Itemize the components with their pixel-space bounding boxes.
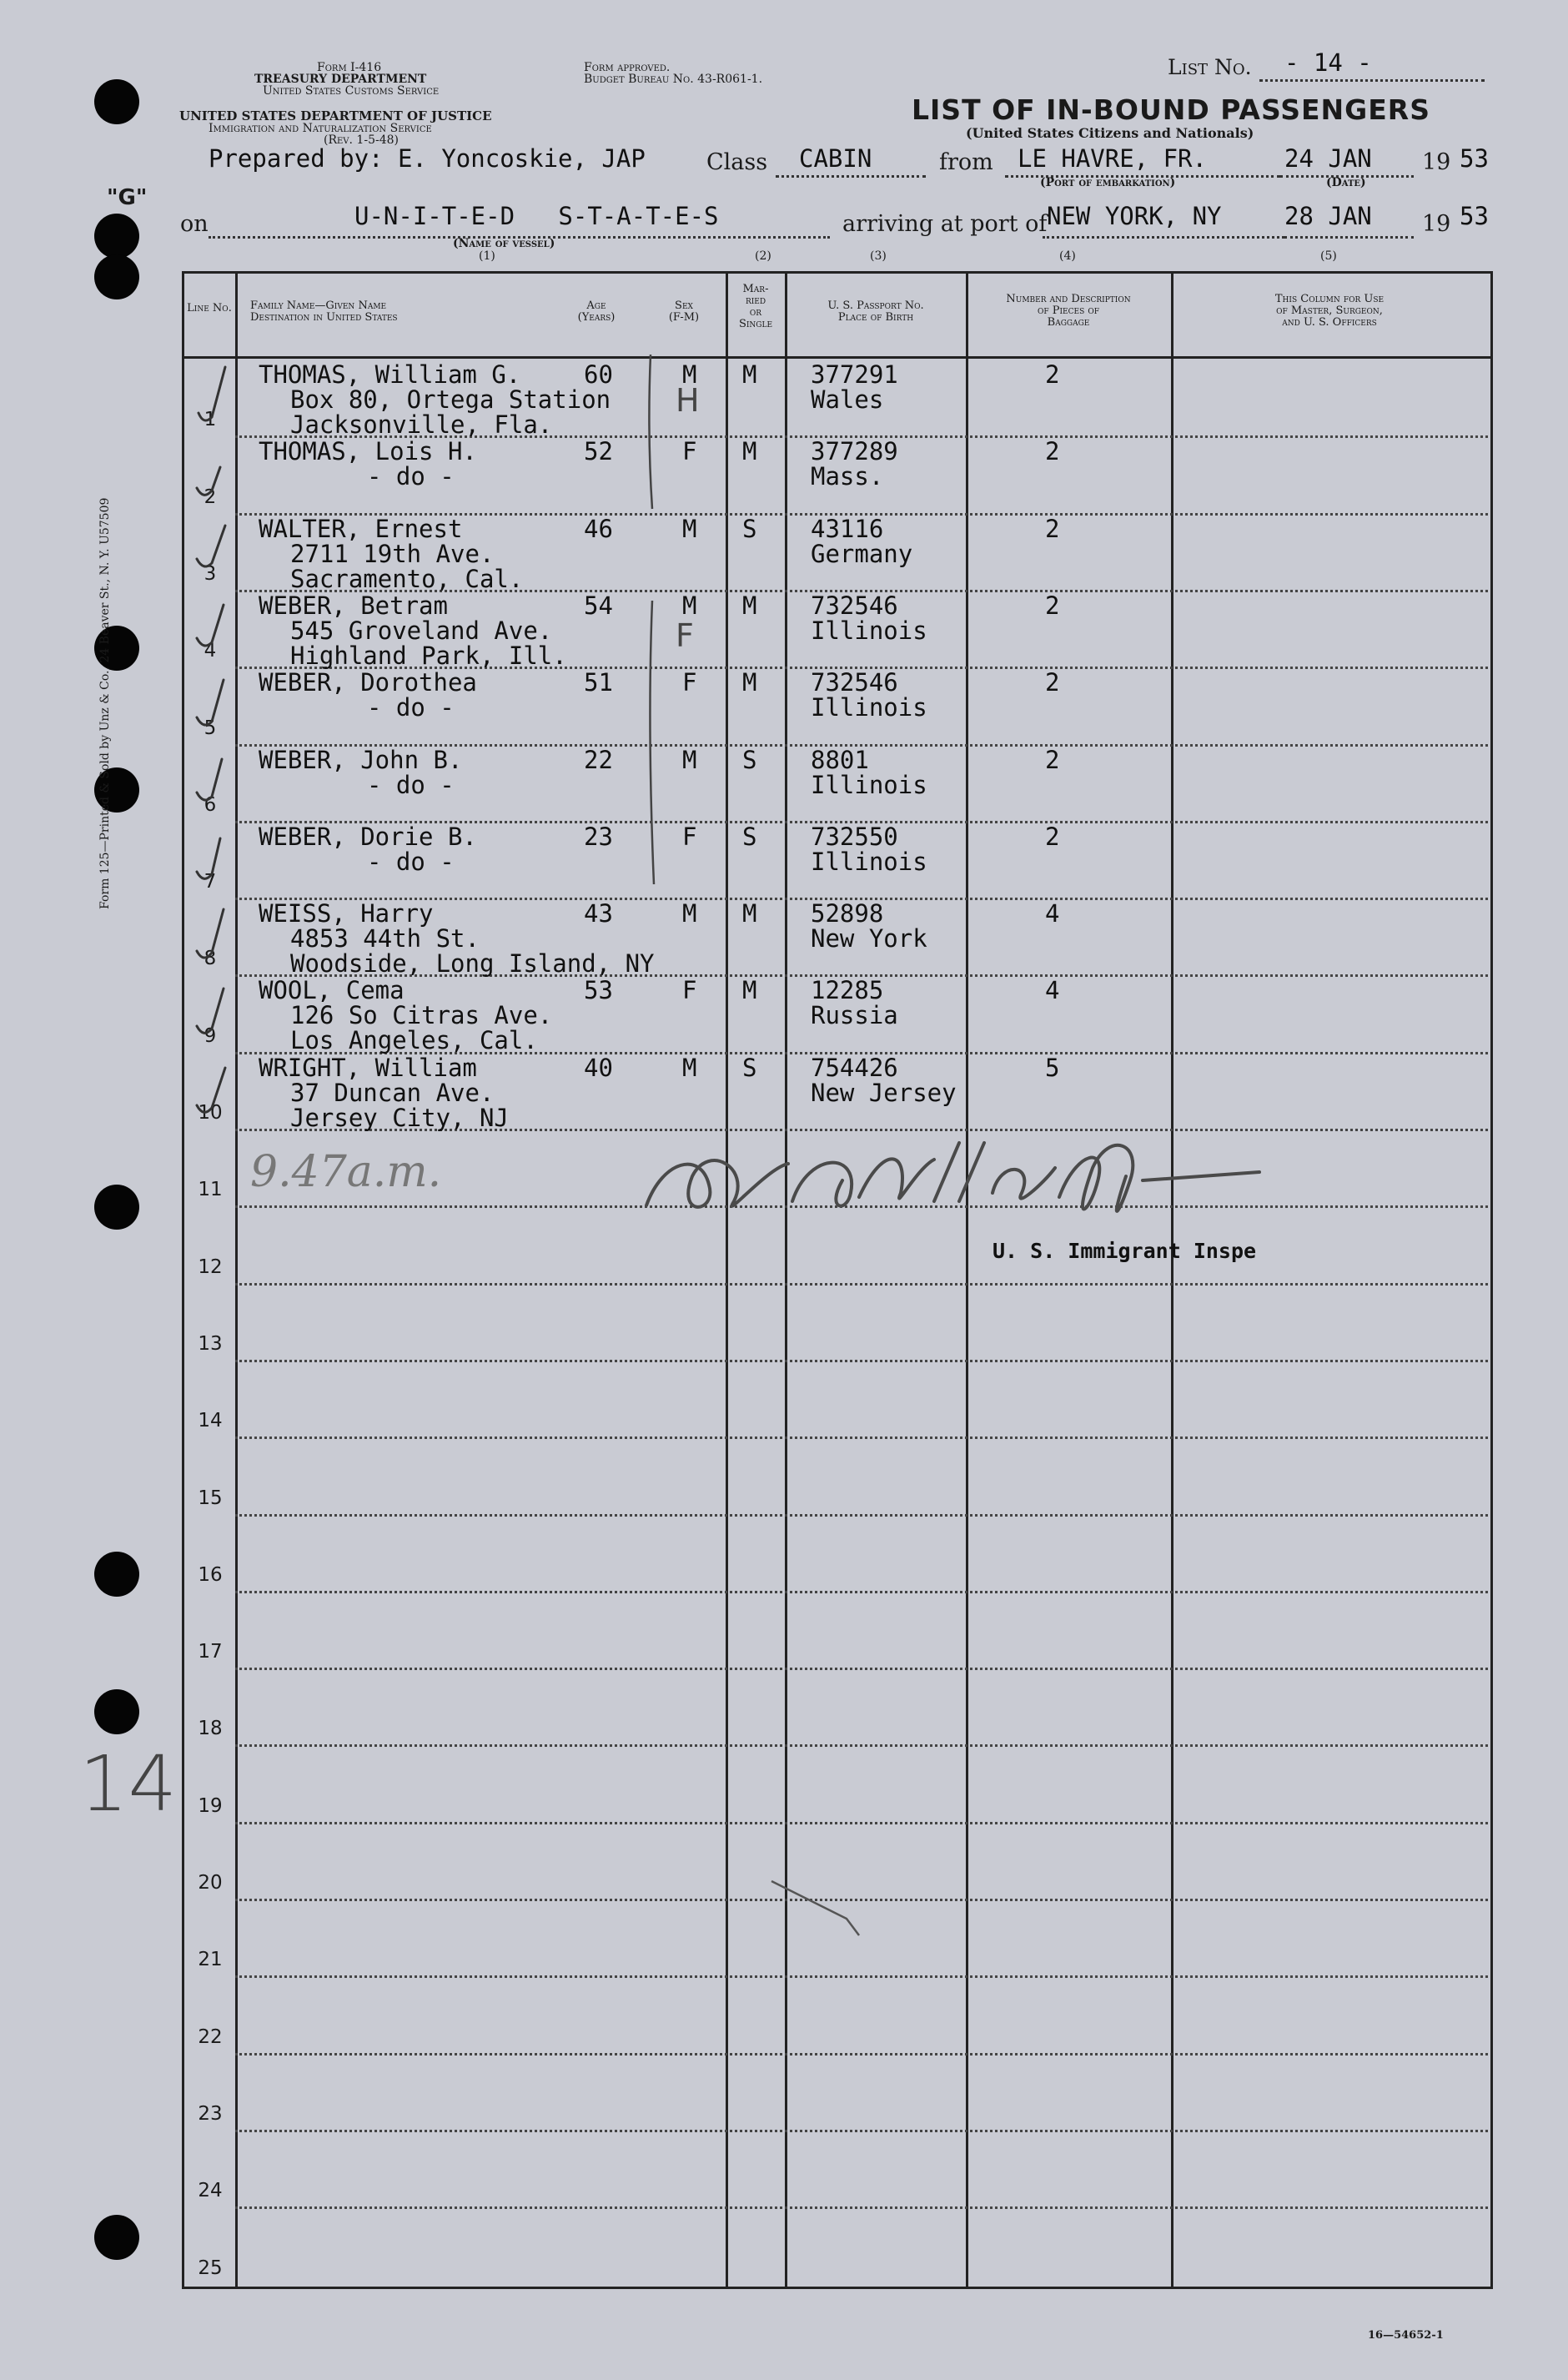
baggage-count: 2: [1045, 515, 1060, 543]
list-no-label: List No.: [1168, 55, 1252, 79]
passenger-address-1: - do -: [367, 693, 455, 722]
passenger-sex: M: [682, 1054, 697, 1082]
passenger-name: THOMAS, William G.: [259, 360, 521, 389]
handwritten-time: 9.47a.m.: [250, 1147, 442, 1197]
class-value: CABIN: [799, 144, 872, 173]
passenger-name: WALTER, Ernest: [259, 515, 463, 543]
passport-number: 732546: [811, 668, 898, 697]
col-number-4: (4): [1059, 249, 1076, 263]
passenger-address-2: Woodside, Long Island, NY: [290, 949, 655, 978]
customs-service: United States Customs Service: [263, 84, 440, 98]
birthplace: New York: [811, 924, 927, 953]
line-number: 16: [198, 1564, 223, 1586]
row-separator: [235, 2053, 1488, 2055]
printer-imprint: Form 125—Printed & Sold by Unz & Co., 24 Beaver St., N. Y. U57509: [98, 497, 112, 909]
passenger-marital-status: M: [742, 668, 757, 697]
baggage-count: 2: [1045, 746, 1060, 774]
passenger-address-1: 37 Duncan Ave.: [290, 1079, 495, 1107]
ins-service: Immigration and Naturalization Service: [209, 122, 432, 135]
document-title: LIST OF IN-BOUND PASSENGERS: [912, 93, 1430, 126]
passenger-address-2: Los Angeles, Cal.: [290, 1026, 538, 1054]
passenger-marital-status: S: [742, 823, 757, 851]
vessel-caption: (Name of vessel): [453, 237, 555, 250]
row-separator: [235, 1822, 1488, 1824]
sex-mark-f: F: [676, 617, 694, 654]
passenger-name: WEBER, Betram: [259, 591, 448, 620]
passenger-sex: F: [682, 437, 697, 465]
passport-number: 732550: [811, 823, 898, 851]
row-separator: [235, 1283, 1488, 1286]
header-married: Mar- ried or Single: [738, 283, 773, 330]
embarkation-port: LE HAVRE, FR.: [1018, 144, 1207, 173]
justice-dept: UNITED STATES DEPARTMENT OF JUSTICE: [179, 108, 492, 123]
passenger-marital-status: M: [742, 899, 757, 928]
line-number: 12: [198, 1256, 223, 1278]
form-number: Form I-416: [317, 61, 382, 74]
sex-mark-h: H: [676, 382, 700, 419]
birthplace: Wales: [811, 385, 884, 414]
passenger-address-1: - do -: [367, 771, 455, 799]
row-separator: [235, 1975, 1488, 1978]
passport-number: 8801: [811, 746, 869, 774]
passenger-sex: M: [682, 515, 697, 543]
line-number: 25: [198, 2257, 223, 2279]
line-number: 21: [198, 1949, 223, 1970]
line-number: 24: [198, 2180, 223, 2201]
passenger-sex: M: [682, 899, 697, 928]
binder-hole: [94, 254, 139, 299]
line-number: 18: [198, 1718, 223, 1739]
passenger-age: 46: [584, 515, 613, 543]
vessel-name: U-N-I-T-E-D S-T-A-T-E-S: [354, 202, 719, 230]
passenger-name: WEBER, John B.: [259, 746, 463, 774]
on-label: on: [180, 211, 209, 237]
row-separator: [235, 1744, 1488, 1747]
header-officers: This Column for Use of Master, Surgeon, and U. S. Officers: [1274, 293, 1385, 329]
passenger-age: 43: [584, 899, 613, 928]
binder-hole: [94, 214, 139, 259]
g-mark: "G": [107, 185, 148, 210]
baggage-count: 4: [1045, 976, 1060, 1004]
row-separator: [235, 1514, 1488, 1517]
passenger-address-2: Highland Park, Ill.: [290, 642, 567, 670]
passenger-address-1: 2711 19th Ave.: [290, 540, 495, 568]
passenger-age: 40: [584, 1054, 613, 1082]
line-number: 23: [198, 2103, 223, 2125]
passenger-address-2: Sacramento, Cal.: [290, 565, 524, 593]
line-number: 8: [204, 948, 217, 969]
baggage-count: 4: [1045, 899, 1060, 928]
passenger-sex: F: [682, 976, 697, 1004]
passenger-name: WEISS, Harry: [259, 899, 434, 928]
line-number: 14: [198, 1410, 223, 1432]
row-separator: [235, 2130, 1488, 2132]
line-number: 19: [198, 1795, 223, 1817]
birthplace: Illinois: [811, 771, 927, 799]
passenger-name: WRIGHT, William: [259, 1054, 477, 1082]
header-baggage: Number and Description of Pieces of Baggage: [1006, 293, 1131, 329]
col-number-5: (5): [1320, 249, 1337, 263]
col-number-2: (2): [755, 249, 771, 263]
col-number-3: (3): [870, 249, 887, 263]
departure-date: 24 JAN: [1284, 144, 1372, 173]
arriving-label: arriving at port of: [842, 211, 1048, 237]
line-number: 4: [204, 640, 217, 662]
passenger-age: 52: [584, 437, 613, 465]
margin-page-number: 14: [79, 1739, 178, 1829]
line-number: 17: [198, 1641, 223, 1663]
passenger-name: WEBER, Dorothea: [259, 668, 477, 697]
passenger-sex: F: [682, 668, 697, 697]
passenger-address-2: Jacksonville, Fla.: [290, 410, 553, 439]
passenger-age: 22: [584, 746, 613, 774]
budget-bureau: Budget Bureau No. 43-R061-1.: [584, 73, 763, 86]
birthplace: Illinois: [811, 693, 927, 722]
passenger-marital-status: M: [742, 591, 757, 620]
line-number: 7: [204, 871, 217, 893]
passenger-address-1: - do -: [367, 462, 455, 491]
passenger-marital-status: S: [742, 515, 757, 543]
passenger-marital-status: S: [742, 1054, 757, 1082]
binder-hole: [94, 2215, 139, 2260]
passenger-address-1: - do -: [367, 848, 455, 876]
header-passport: U. S. Passport No. Place of Birth: [827, 299, 924, 324]
line-number: 5: [204, 717, 217, 739]
treasury-dept: TREASURY DEPARTMENT: [254, 73, 427, 86]
date-caption: (Date): [1326, 176, 1366, 189]
baggage-count: 5: [1045, 1054, 1060, 1082]
line-number: 3: [204, 563, 217, 585]
row-separator: [235, 1668, 1488, 1670]
passenger-marital-status: M: [742, 360, 757, 389]
passenger-address-2: Jersey City, NJ: [290, 1104, 509, 1132]
passenger-sex: F: [682, 823, 697, 851]
list-number: - 14 -: [1284, 48, 1372, 77]
line-number: 13: [198, 1333, 223, 1355]
arrival-date: 28 JAN: [1284, 202, 1372, 230]
baggage-count: 2: [1045, 360, 1060, 389]
passenger-sex: M: [682, 360, 697, 389]
header-sex: Sex (F-M): [668, 299, 700, 324]
line-number: 2: [204, 486, 217, 508]
class-label: Class: [706, 149, 768, 175]
year-prefix: 19: [1422, 149, 1451, 175]
passport-number: 52898: [811, 899, 884, 928]
passenger-age: 54: [584, 591, 613, 620]
row-separator: [235, 2206, 1488, 2209]
inspector-title: U. S. Immigrant Inspe: [993, 1239, 1257, 1263]
birthplace: Mass.: [811, 462, 884, 491]
passenger-age: 23: [584, 823, 613, 851]
year-prefix-2: 19: [1422, 211, 1451, 237]
birthplace: Illinois: [811, 616, 927, 645]
passport-number: 754426: [811, 1054, 898, 1082]
row-separator: [235, 1437, 1488, 1439]
birthplace: Russia: [811, 1001, 898, 1029]
passenger-sex: M: [682, 591, 697, 620]
departure-year: 53: [1460, 144, 1489, 173]
passenger-address-1: 545 Groveland Ave.: [290, 616, 553, 645]
form-approved: Form approved.: [584, 61, 671, 74]
passenger-address-1: 4853 44th St.: [290, 924, 480, 953]
passport-number: 377291: [811, 360, 898, 389]
revision-date: (Rev. 1-5-48): [324, 133, 399, 147]
line-number: 15: [198, 1487, 223, 1509]
birthplace: Germany: [811, 540, 913, 568]
passenger-address-1: 126 So Citras Ave.: [290, 1001, 553, 1029]
line-number: 10: [198, 1102, 223, 1124]
header-name: Family Name—Given Name Destination in United States: [250, 299, 398, 324]
arrival-port: NEW YORK, NY: [1047, 202, 1222, 230]
passenger-age: 51: [584, 668, 613, 697]
passenger-name: WOOL, Cema: [259, 976, 405, 1004]
passenger-marital-status: M: [742, 437, 757, 465]
line-number: 11: [198, 1179, 223, 1200]
passenger-sex: M: [682, 746, 697, 774]
passenger-name: WEBER, Dorie B.: [259, 823, 477, 851]
line-number: 22: [198, 2026, 223, 2048]
passport-number: 12285: [811, 976, 884, 1004]
birthplace: New Jersey: [811, 1079, 957, 1107]
footer-form-code: 16—54652-1: [1368, 2329, 1444, 2342]
passenger-age: 60: [584, 360, 613, 389]
embarkation-caption: (Port of embarkation): [1040, 176, 1176, 189]
check-marks: [192, 359, 250, 1126]
from-label: from: [939, 149, 993, 175]
arrival-year: 53: [1460, 202, 1489, 230]
line-number: 20: [198, 1872, 223, 1894]
col-number-1: (1): [479, 249, 495, 263]
baggage-count: 2: [1045, 823, 1060, 851]
passenger-marital-status: M: [742, 976, 757, 1004]
passenger-address-1: Box 80, Ortega Station: [290, 385, 611, 414]
inspector-signature: [642, 1135, 1276, 1235]
baggage-count: 2: [1045, 591, 1060, 620]
row-separator: [235, 1591, 1488, 1593]
binder-hole: [94, 1552, 139, 1597]
passport-number: 43116: [811, 515, 884, 543]
line-number: 6: [204, 794, 217, 816]
passport-number: 377289: [811, 437, 898, 465]
line-number: 9: [204, 1025, 217, 1047]
passenger-marital-status: S: [742, 746, 757, 774]
prepared-by: Prepared by: E. Yoncoskie, JAP: [209, 144, 646, 173]
row-separator: [235, 1360, 1488, 1362]
header-line-no: Line No.: [187, 302, 232, 314]
document-subtitle: (United States Citizens and Nationals): [966, 125, 1254, 141]
binder-hole: [94, 79, 139, 124]
baggage-count: 2: [1045, 437, 1060, 465]
header-age: Age (Years): [577, 299, 616, 324]
passenger-name: THOMAS, Lois H.: [259, 437, 477, 465]
line-number: 1: [204, 409, 217, 430]
binder-hole: [94, 1689, 139, 1734]
binder-hole: [94, 1185, 139, 1230]
passenger-age: 53: [584, 976, 613, 1004]
baggage-count: 2: [1045, 668, 1060, 697]
passport-number: 732546: [811, 591, 898, 620]
stray-mark: [767, 1873, 867, 1940]
birthplace: Illinois: [811, 848, 927, 876]
